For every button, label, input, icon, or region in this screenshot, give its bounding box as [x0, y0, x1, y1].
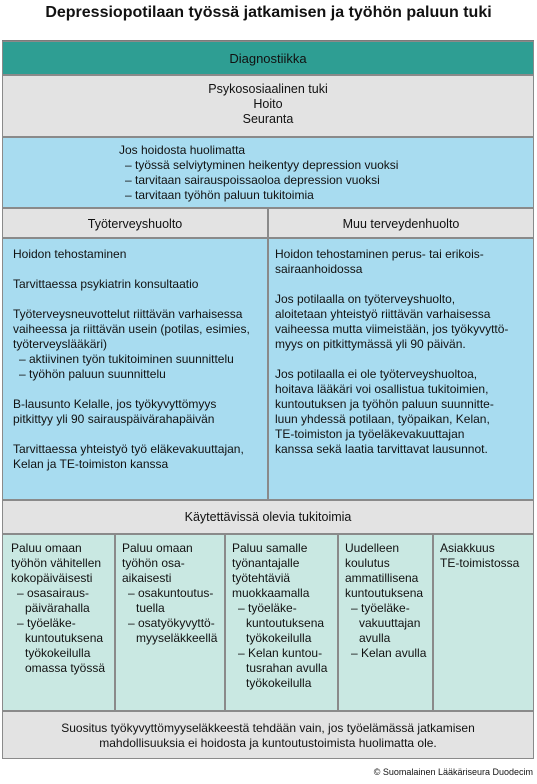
- left-column-header: [2, 208, 268, 238]
- if-treatment-bullet: – tarvitaan sairauspoissaoloa depression vuoksi: [125, 173, 380, 187]
- left-paragraph: Hoidon tehostaminen: [13, 247, 127, 261]
- right-paragraph: Jos potilaalla on työterveyshuolto, aloitetaan yhteistyö riittävän varhaisessa vaiheessa mutta viimeistään, jos työkyvyttö- myys on pitkittymässä yli 90 päivän.: [275, 292, 509, 351]
- measure-box: Asiakkuus TE-toimistossa: [433, 534, 534, 711]
- measures-header: [2, 500, 534, 534]
- support-item: Psykososiaalinen tuki: [208, 82, 328, 96]
- left-paragraph: Työterveysneuvottelut riittävän varhaisessa vaiheessa ja riittävän usein (potilas, esimies, työterveyslääkäri) – aktiivinen työn tukitoiminen suunnittelu – työhön paluun suunnittelu: [13, 307, 250, 381]
- if-treatment-bullet: – tarvitaan työhön paluun tukitoimia: [125, 188, 314, 202]
- recommendation-line: mahdollisuuksia ei hoidosta ja kuntoutustoimista huolimatta ole.: [99, 736, 437, 750]
- diagnostics-label: Diagnostiikka: [229, 51, 307, 66]
- diagnostics-box: [2, 41, 534, 75]
- right-column-header: [268, 208, 534, 238]
- if-treatment-bullet: – työssä selviytyminen heikentyy depression vuoksi: [125, 158, 399, 172]
- copyright-credit: © Suomalainen Lääkäriseura Duodecim: [373, 767, 533, 777]
- page-title: Depressiopotilaan työssä jatkamisen ja työhön paluun tuki: [45, 4, 492, 21]
- measure-box: Paluu samalle työnantajalle työtehtäviä muokkaamalla – työeläke- kuntoutuksena työkokeilulla – Kelan kuntou- tusrahan avulla työkokeilulla: [225, 534, 338, 711]
- other-healthcare-box: [268, 238, 534, 500]
- if-treatment-box: [2, 137, 534, 208]
- support-item: Hoito: [253, 97, 283, 111]
- if-treatment-intro: Jos hoidosta huolimatta: [119, 143, 246, 157]
- right-paragraph: Hoidon tehostaminen perus- tai erikois- sairaanhoidossa: [275, 247, 484, 276]
- measure-box: Paluu omaan työhön osa- aikaisesti – osakuntoutus- tuella – osatyökyvyttö- myyseläkkeellä: [115, 534, 225, 711]
- recommendation-box: [2, 711, 534, 759]
- left-paragraph: Tarvittaessa yhteistyö työ eläkevakuuttajan, Kelan ja TE-toimiston kanssa: [13, 442, 244, 471]
- measures-header-label: Käytettävissä olevia tukitoimia: [184, 510, 352, 524]
- right-column-header-label: Muu terveydenhuolto: [342, 217, 460, 231]
- occupational-health-box: [2, 238, 268, 500]
- right-paragraph: Jos potilaalla ei ole työterveyshuoltoa, hoitava lääkäri voi osallistua tukitoimien, kuntoutuksen ja työhön paluun suunnitte- luun yhdessä potilaan, työpaikan, Kelan, TE-toimiston ja työeläkevakuuttajan kanssa sekä laatia tarvittavat lausunnot.: [275, 367, 494, 456]
- measure-box: Paluu omaan työhön vähitellen kokopäiväisesti – osasairaus- päivärahalla – työeläke- kuntoutuksena työkokeilulla omassa työssä: [2, 534, 115, 711]
- measure-box: Uudelleen koulutus ammatillisena kuntoutuksena – työeläke- vakuuttajan avulla – Kelan avulla: [338, 534, 433, 711]
- left-paragraph: B-lausunto Kelalle, jos työkyvyttömyys pitkittyy yli 90 sairauspäivärahapäivän: [13, 397, 217, 426]
- left-column-header-label: Työterveyshuolto: [87, 217, 183, 231]
- support-item: Seuranta: [242, 112, 294, 126]
- recommendation-line: Suositus työkyvyttömyyseläkkeestä tehdään vain, jos työelämässä jatkamisen: [61, 721, 475, 735]
- support-box: [2, 75, 534, 137]
- left-paragraph: Tarvittaessa psykiatrin konsultaatio: [13, 277, 199, 291]
